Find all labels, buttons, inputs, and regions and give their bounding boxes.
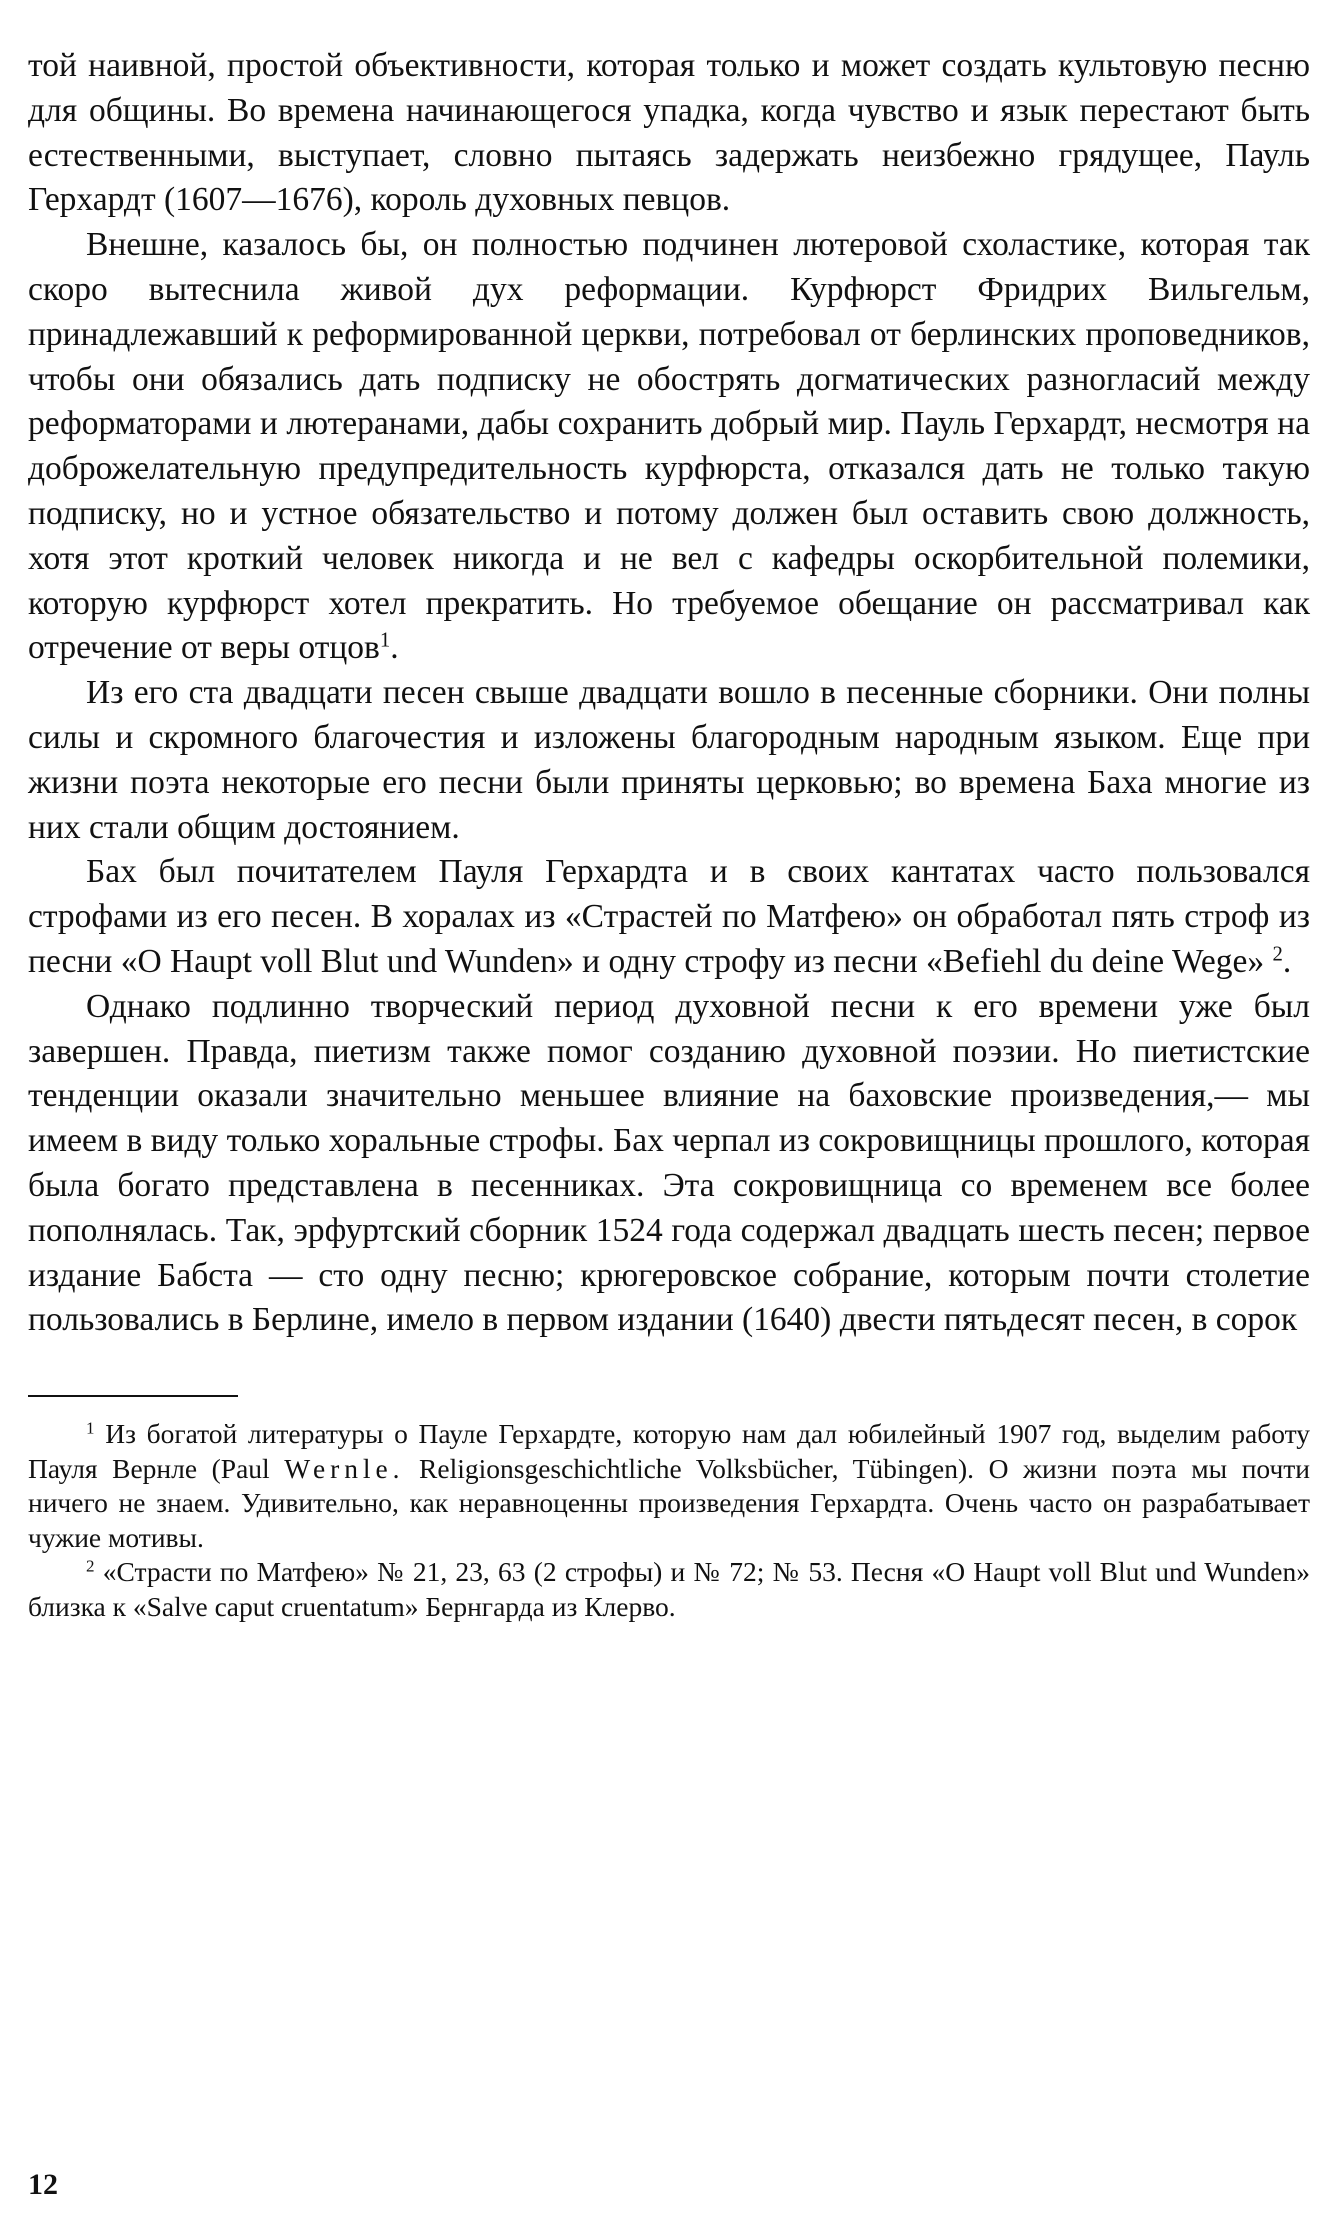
footnote-2 xyxy=(28,1555,1310,1624)
paragraph-2 xyxy=(28,223,1310,671)
paragraph-5: Однако подлинно творческий период духовной песни к его времени уже был завершен. Правда, пиетизм также помог созданию духовной поэзии. Но пиетистские тенденции оказали значительно меньшее влияние на баховские произведения,— мы имеем в виду только хоральные строфы. Бах черпал из сокровищницы прошлого, которая была богато представлена в песенниках. Эта сокровищница со временем все более пополнялась. Так, эрфуртский сборник 1524 года содержал двадцать шесть песен; первое издание Бабста — сто одну песню; крюгеровское собрание, которым почти столетие пользовались в Берлине, имело в первом издании (1640) двести пятьдесят песен, в сорок xyxy=(28,987,1310,1339)
footnote-2-mark: 2 xyxy=(86,1556,95,1576)
footnote-1 xyxy=(28,1417,1310,1555)
footnote-2-text: «Страсти по Матфею» № 21, 23, 63 (2 строфы) и № 72; № 53. Песня «O Haupt voll Blut und Wunden» близка к «Salve caput cruentatum» Бернгарда из Клерво. xyxy=(28,1556,1311,1622)
paragraph-4 xyxy=(28,850,1310,984)
footnote-1-text-b: Religionsgeschichtliche Volksbücher, Tübingen). О жизни поэта мы почти ничего не знаем. Удивительно, как неравноценны произведения Герхардта. Очень часто он разрабатывает чужие мотивы. xyxy=(28,1452,1311,1553)
paragraph-4-end: . xyxy=(1282,942,1292,980)
footnote-ref-2[interactable]: 2 xyxy=(1272,942,1283,966)
book-page xyxy=(28,44,1310,1624)
paragraph-2-text: Внешне, казалось бы, он полностью подчинен лютеровой схоластике, которая так скоро вытеснила живой дух реформации. Курфюрст Фридрих Вильгельм, принадлежавший к реформированной церкви, потребовал от берлинских проповедников, чтобы они обязались дать подписку не обострять догматических разногласий между реформаторами и лютеранами, дабы сохранить добрый мир. Пауль Герхардт, несмотря на доброжелательную предупредительность курфюрста, отказался дать не только такую подписку, но и устное обязательство и потому должен был оставить свою должность, хотя этот кроткий человек никогда и не вел с кафедры оскорбительной полемики, которую курфюрст хотел прекратить. Но требуемое обещание он рассматривал как отречение от веры отцов xyxy=(28,226,1310,667)
footnotes xyxy=(28,1417,1310,1624)
footnote-divider xyxy=(28,1395,238,1397)
main-text xyxy=(28,44,1310,1343)
paragraph-2-end: . xyxy=(390,629,399,667)
paragraph-4-text: Бах был почитателем Пауля Герхардта и в своих кантатах часто пользовался строфами из его песен. В хоралах из «Страстей по Матфею» он обработал пять строф из песни «O Haupt voll Blut und Wunden» и одну строфу из песни «Befiehl du deine Wege» xyxy=(28,853,1310,980)
paragraph-1: той наивной, простой объективности, которая только и может создать культовую песню для общины. Во времена начинающегося упадка, когда чувство и язык перестают быть естественными, выступает, словно пытаясь задержать неизбежно грядущее, Пауль Герхардт (1607—1676), король духовных певцов. xyxy=(28,47,1310,219)
footnote-1-mark: 1 xyxy=(86,1418,95,1438)
page-number: 12 xyxy=(28,2168,58,2201)
footnote-1-author: Wernle. xyxy=(284,1452,405,1484)
footnote-ref-1[interactable]: 1 xyxy=(379,628,391,652)
paragraph-3: Из его ста двадцати песен свыше двадцати вошло в песенные сборники. Они полны силы и скромного благочестия и изложены благородным народным языком. Еще при жизни поэта некоторые его песни были приняты церковью; во времена Баха многие из них стали общим достоянием. xyxy=(28,674,1310,846)
footnote-1-text-a: Из богатой литературы о Пауле Герхардте, которую нам дал юбилейный 1907 год, выделим работу Пауля Вернле (Paul xyxy=(28,1418,1311,1484)
